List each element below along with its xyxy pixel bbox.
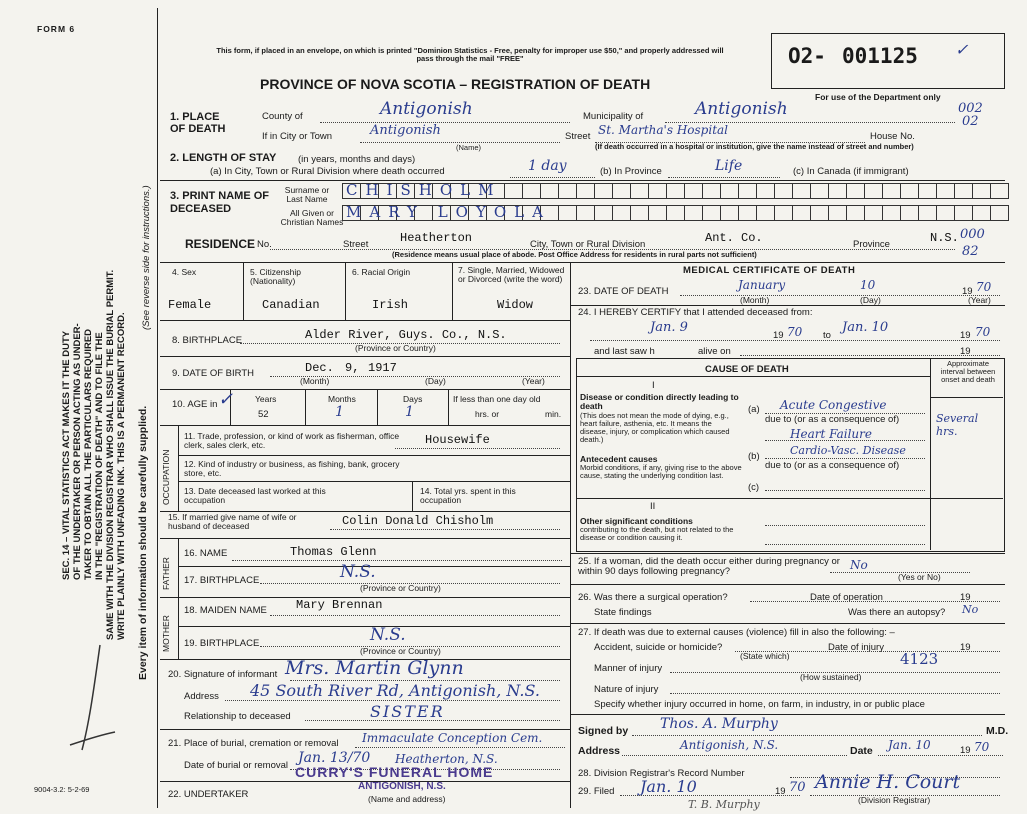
interval-heading: Approximate interval between onset and death xyxy=(940,359,996,384)
stay-label: 2. LENGTH OF STAY xyxy=(170,152,277,164)
side-text-6: WRITE PLAINLY WITH UNFADING INK. THIS IS A PERMANENT RECORD. xyxy=(116,312,127,640)
md-label: M.D. xyxy=(986,725,1009,737)
autopsy-value: No xyxy=(962,603,979,616)
attend-yr-1: 70 xyxy=(787,325,803,339)
father-name-label: 16. NAME xyxy=(184,548,228,559)
house-label: House No. xyxy=(870,131,915,142)
date-value: Jan. 10 xyxy=(888,738,931,752)
hrs-label: hrs. or xyxy=(475,409,500,419)
stay-a-label: (a) In City, Town or Rural Division where death occurred xyxy=(210,166,445,177)
injury-yr: 19 xyxy=(960,642,971,653)
burial-where: Heatherton, N.S. xyxy=(395,752,498,766)
mother-birthplace: N.S. xyxy=(370,625,406,645)
autopsy-label: Was there an autopsy? xyxy=(848,607,946,618)
q11-label: 11. Trade, profession, or kind of work as fisherman, office clerk, sales clerk, etc. xyxy=(184,431,400,450)
roman-two: II xyxy=(650,501,656,512)
postal-notice: This form, if placed in an envelope, on which is printed "Dominion Statistics - Free, penalty for improper use $50," and properly addressed will pass through the mail "FREE" xyxy=(216,46,724,63)
marital-label: 7. Single, Married, Widowed or Divorced (write the word) xyxy=(458,265,565,284)
street-label: Street xyxy=(565,131,591,142)
alive-yr-prefix: 19 xyxy=(960,346,971,357)
disease-label: Disease or condition directly leading to death xyxy=(580,392,739,411)
informant-rel-label: Relationship to deceased xyxy=(184,711,291,722)
father-birthplace: N.S. xyxy=(340,562,376,582)
father-name: Thomas Glenn xyxy=(290,545,377,559)
last-saw-label: and last saw h xyxy=(594,346,655,357)
lessday-label: If less than one day old xyxy=(453,394,541,404)
residence-note: (Residence means usual place of abode. Post Office Address for residents in rural parts not sufficient) xyxy=(392,250,757,259)
side-text-2: OF THE UNDERTAKER OR PERSON ACTING AS UNDER- xyxy=(72,323,83,580)
to-label: to xyxy=(823,330,831,341)
county-value: Antigonish xyxy=(380,99,473,119)
dept-use-label: For use of the Department only xyxy=(815,92,941,102)
q24-label: 24. I HEREBY CERTIFY that I attended deceased from: xyxy=(578,307,813,318)
op-date-label: Date of operation xyxy=(810,592,883,603)
other-note: contributing to the death, but not related to the disease or condition causing it. xyxy=(580,525,734,542)
death-day-caption: (Day) xyxy=(860,295,881,305)
dept-code-d: 82 xyxy=(962,244,979,259)
informant-addr: 45 South River Rd, Antigonish, N.S. xyxy=(250,681,540,700)
marital-value: Widow xyxy=(497,298,534,312)
registrar-signature: Annie H. Court xyxy=(815,771,961,793)
side-text-1: SEC. 14 – VITAL STATISTICS ACT MAKES IT THE DUTY xyxy=(61,330,72,580)
side-text-7: Every item of information should be carefully supplied. xyxy=(137,405,149,680)
how-sustained: (How sustained) xyxy=(800,672,862,682)
undertaker-caption: (Name and address) xyxy=(368,794,446,804)
undertaker-stamp-1: CURRY'S FUNERAL HOME xyxy=(295,764,494,780)
birthplace-value: Alder River, Guys. Co., N.S. xyxy=(305,328,507,342)
surname-value: CHISHOLM xyxy=(346,181,502,199)
stay-sub: (in years, months and days) xyxy=(298,154,416,165)
dept-code-c: 000 xyxy=(960,227,985,242)
state-findings-label: State findings xyxy=(594,607,652,618)
birthplace-label: 8. BIRTHPLACE xyxy=(172,335,243,346)
city-value: Antigonish xyxy=(370,123,441,138)
undertaker-label: 22. UNDERTAKER xyxy=(168,789,249,800)
medical-heading: MEDICAL CERTIFICATE OF DEATH xyxy=(683,265,856,276)
mother-side-label: MOTHER xyxy=(161,615,171,652)
residence-street-label: Street xyxy=(343,239,369,250)
days-value: 1 xyxy=(405,404,414,420)
stay-c-label: (c) In Canada (if immigrant) xyxy=(793,166,909,177)
attend-from: Jan. 9 xyxy=(650,320,688,335)
origin-value: Irish xyxy=(372,298,409,312)
municipality-label: Municipality of xyxy=(583,111,644,122)
stay-b-label: (b) In Province xyxy=(600,166,662,177)
min-label: min. xyxy=(545,409,562,419)
city-label: If in City or Town xyxy=(262,131,333,142)
years-label: Years xyxy=(255,394,277,404)
age-label: 10. AGE in xyxy=(172,399,218,410)
disease-note: (This does not mean the mode of dying, e.g., heart failure, asthenia, etc. It means the disease, injury, or complication which caused death.) xyxy=(580,411,730,444)
side-text-3: TAKER TO OBTAIN ALL THE PARTICULARS REQUIRED xyxy=(83,328,94,580)
residence-province: N.S. xyxy=(930,231,959,245)
specify-label: Specify whether injury occurred in home, on farm, in industry, in or public place xyxy=(594,699,925,710)
father-side-label: FATHER xyxy=(161,557,171,590)
surname-label: Surname or Last Name xyxy=(284,185,330,204)
death-year: 70 xyxy=(976,280,992,294)
q25-answer: No xyxy=(850,558,868,572)
attend-to: Jan. 10 xyxy=(842,320,889,335)
injury-date-label: Date of injury xyxy=(828,642,884,653)
date-label: Date xyxy=(850,745,873,757)
years-value: 52 xyxy=(258,409,269,420)
record-prefix: O2- xyxy=(788,44,826,68)
days-label: Days xyxy=(403,394,423,404)
cause-a: Acute Congestive xyxy=(780,398,887,412)
death-day: 10 xyxy=(860,278,876,292)
residence-city: Ant. Co. xyxy=(705,231,763,245)
q14-label: 14. Total yrs. spent in this occupation xyxy=(420,486,516,505)
q29-label: 29. Filed xyxy=(578,786,615,797)
death-month: January xyxy=(738,278,786,292)
birthplace-caption: (Province or Country) xyxy=(355,343,436,353)
place-label: 1. PLACE OF DEATH xyxy=(170,111,226,135)
q11-value: Housewife xyxy=(425,433,490,447)
informant-sig-label: 20. Signature of informant xyxy=(168,669,278,680)
citizenship-label: 5. Citizenship (Nationality) xyxy=(250,267,302,286)
residence-province-label: Province xyxy=(853,239,890,250)
dept-code-a: 002 xyxy=(958,101,983,116)
other-label: Other significant conditions xyxy=(580,516,693,526)
signed-label: Signed by xyxy=(578,725,629,737)
footer-code: 9004-3.2: 5-2-69 xyxy=(34,785,90,794)
yesno-caption: (Yes or No) xyxy=(898,572,941,582)
mother-maiden-label: 18. MAIDEN NAME xyxy=(184,605,267,616)
date-yr: 70 xyxy=(974,740,990,754)
cause-b-due: due to (or as a consequence of) xyxy=(765,460,900,471)
death-year-caption: (Year) xyxy=(968,295,991,305)
attend-yr-2: 70 xyxy=(975,325,991,339)
form-title: PROVINCE OF NOVA SCOTIA – REGISTRATION OF DEATH xyxy=(260,76,651,92)
q26-label: 26. Was there a surgical operation? xyxy=(578,592,728,603)
q27-label: 27. If death was due to external causes (violence) fill in also the following: – xyxy=(578,627,895,638)
cause-a-due: due to (or as a consequence of) xyxy=(765,414,900,425)
roman-one: I xyxy=(652,380,655,391)
q23-label: 23. DATE OF DEATH xyxy=(578,286,669,297)
mother-caption: (Province or Country) xyxy=(360,646,441,656)
registrar-caption: (Division Registrar) xyxy=(858,795,931,805)
side-text-8: (See reverse side for instructions.) xyxy=(141,185,152,330)
antecedent-note: Morbid conditions, if any, giving rise to the above cause, stating the underlying condition last. xyxy=(580,463,742,480)
origin-label: 6. Racial Origin xyxy=(352,267,411,277)
q12-label: 12. Kind of industry or business, as fishing, bank, grocery store, etc. xyxy=(184,459,400,478)
q25-label: 25. If a woman, did the death occur either during pregnancy or within 90 days following pregnancy? xyxy=(578,556,840,577)
dob-year-caption: (Year) xyxy=(522,376,545,386)
alive-label: alive on xyxy=(698,346,731,357)
state-which: (State which) xyxy=(740,651,790,661)
accident-label: Accident, suicide or homicide? xyxy=(594,642,723,653)
stay-a-value: 1 day xyxy=(528,158,567,174)
sex-value: Female xyxy=(168,298,212,312)
margin-scribble xyxy=(60,640,120,760)
address-value: Antigonish, N.S. xyxy=(680,738,779,752)
date-yr-prefix: 19 xyxy=(960,745,971,756)
nature-label: Nature of injury xyxy=(594,684,659,695)
form-label: FORM 6 xyxy=(37,24,76,34)
dob-year: 1917 xyxy=(368,361,397,375)
citizenship-value: Canadian xyxy=(262,298,320,312)
age-check: ✓ xyxy=(218,389,234,410)
filed-date: Jan. 10 xyxy=(640,777,697,796)
burial-date: Jan. 13/70 xyxy=(298,750,371,766)
left-margin-rule xyxy=(157,8,158,808)
dob-day: 9, xyxy=(345,361,360,375)
mother-maiden: Mary Brennan xyxy=(296,598,383,612)
mother-birthplace-label: 19. BIRTHPLACE xyxy=(184,638,260,649)
dob-month: Dec. xyxy=(305,361,334,375)
q13-label: 13. Date deceased last worked at this occupation xyxy=(184,486,326,505)
sex-label: 4. Sex xyxy=(172,267,197,277)
spouse-label: 15. If married give name of wife or husband of deceased xyxy=(168,512,297,531)
burial-date-label: Date of burial or removal xyxy=(184,760,289,771)
record-number: 001125 xyxy=(842,44,918,68)
given-value: MARY LOYOLA xyxy=(346,203,551,221)
undertaker-stamp-2: ANTIGONISH, N.S. xyxy=(358,781,446,792)
place-note: (If death occurred in a hospital or institution, give the name instead of street and number) xyxy=(595,142,914,151)
father-caption: (Province or Country) xyxy=(360,583,441,593)
address-label: Address xyxy=(578,745,621,757)
cause-heading: CAUSE OF DEATH xyxy=(705,364,789,375)
name-caption: (Name) xyxy=(456,143,482,152)
dob-day-caption: (Day) xyxy=(425,376,446,386)
under-signature: T. B. Murphy xyxy=(688,798,760,811)
residence-city-label: City, Town or Rural Division xyxy=(530,239,646,250)
cause-a-marker: (a) xyxy=(748,404,760,415)
cause-a-due-value: Heart Failure xyxy=(790,427,873,441)
dob-month-caption: (Month) xyxy=(300,376,330,386)
attend-yr-prefix-2: 19 xyxy=(960,330,971,341)
death-year-prefix: 19 xyxy=(962,286,973,297)
burial-place: Immaculate Conception Cem. xyxy=(362,731,543,745)
dob-label: 9. DATE OF BIRTH xyxy=(172,368,254,379)
street-value: St. Martha's Hospital xyxy=(598,123,729,137)
residence-street: Heatherton xyxy=(400,231,473,245)
residence-label: RESIDENCE xyxy=(185,237,256,251)
spouse-value: Colin Donald Chisholm xyxy=(342,514,494,528)
residence-no-label: No. xyxy=(257,239,272,250)
side-text-4: IN THE "REGISTRATION OF DEATH" AND TO FILE THE xyxy=(94,332,105,580)
informant-addr-label: Address xyxy=(184,691,219,702)
name-label: 3. PRINT NAME OF DECEASED xyxy=(170,190,270,215)
municipality-value: Antigonish xyxy=(695,99,788,119)
record-check-mark: ✓ xyxy=(955,40,969,59)
q28-label: 28. Division Registrar's Record Number xyxy=(578,768,745,779)
county-label: County of xyxy=(262,111,303,122)
attend-yr-prefix-1: 19 xyxy=(773,330,784,341)
occupation-side-label: OCCUPATION xyxy=(161,449,171,505)
months-value: 1 xyxy=(335,404,344,420)
filed-yr: 70 xyxy=(789,780,806,795)
months-label: Months xyxy=(328,394,356,404)
dept-code-b: 02 xyxy=(962,114,979,129)
interval-value: Several hrs. xyxy=(936,412,979,438)
father-birthplace-label: 17. BIRTHPLACE xyxy=(184,575,260,586)
signed-value: Thos. A. Murphy xyxy=(660,716,778,732)
death-month-caption: (Month) xyxy=(740,295,770,305)
cause-c-marker: (c) xyxy=(748,482,760,493)
informant-rel: SISTER xyxy=(370,702,445,721)
burial-place-label: 21. Place of burial, cremation or removal xyxy=(168,738,339,749)
manner-label: Manner of injury xyxy=(594,663,663,674)
code-value: 4123 xyxy=(900,650,939,668)
given-label: All Given or Christian Names xyxy=(280,208,344,227)
filed-yr-prefix: 19 xyxy=(775,786,786,797)
cause-b-marker: (b) xyxy=(748,451,760,462)
informant-sig: Mrs. Martin Glynn xyxy=(285,657,464,679)
antecedent-label: Antecedent causes xyxy=(580,454,658,464)
stay-b-value: Life xyxy=(715,158,743,174)
side-text-5: SAME WITH THE DIVISION REGISTRAR WHO SHALL ISSUE THE BURIAL PERMIT. xyxy=(105,269,116,640)
cause-b: Cardio-Vasc. Disease xyxy=(790,444,906,457)
op-yr: 19 xyxy=(960,592,971,603)
